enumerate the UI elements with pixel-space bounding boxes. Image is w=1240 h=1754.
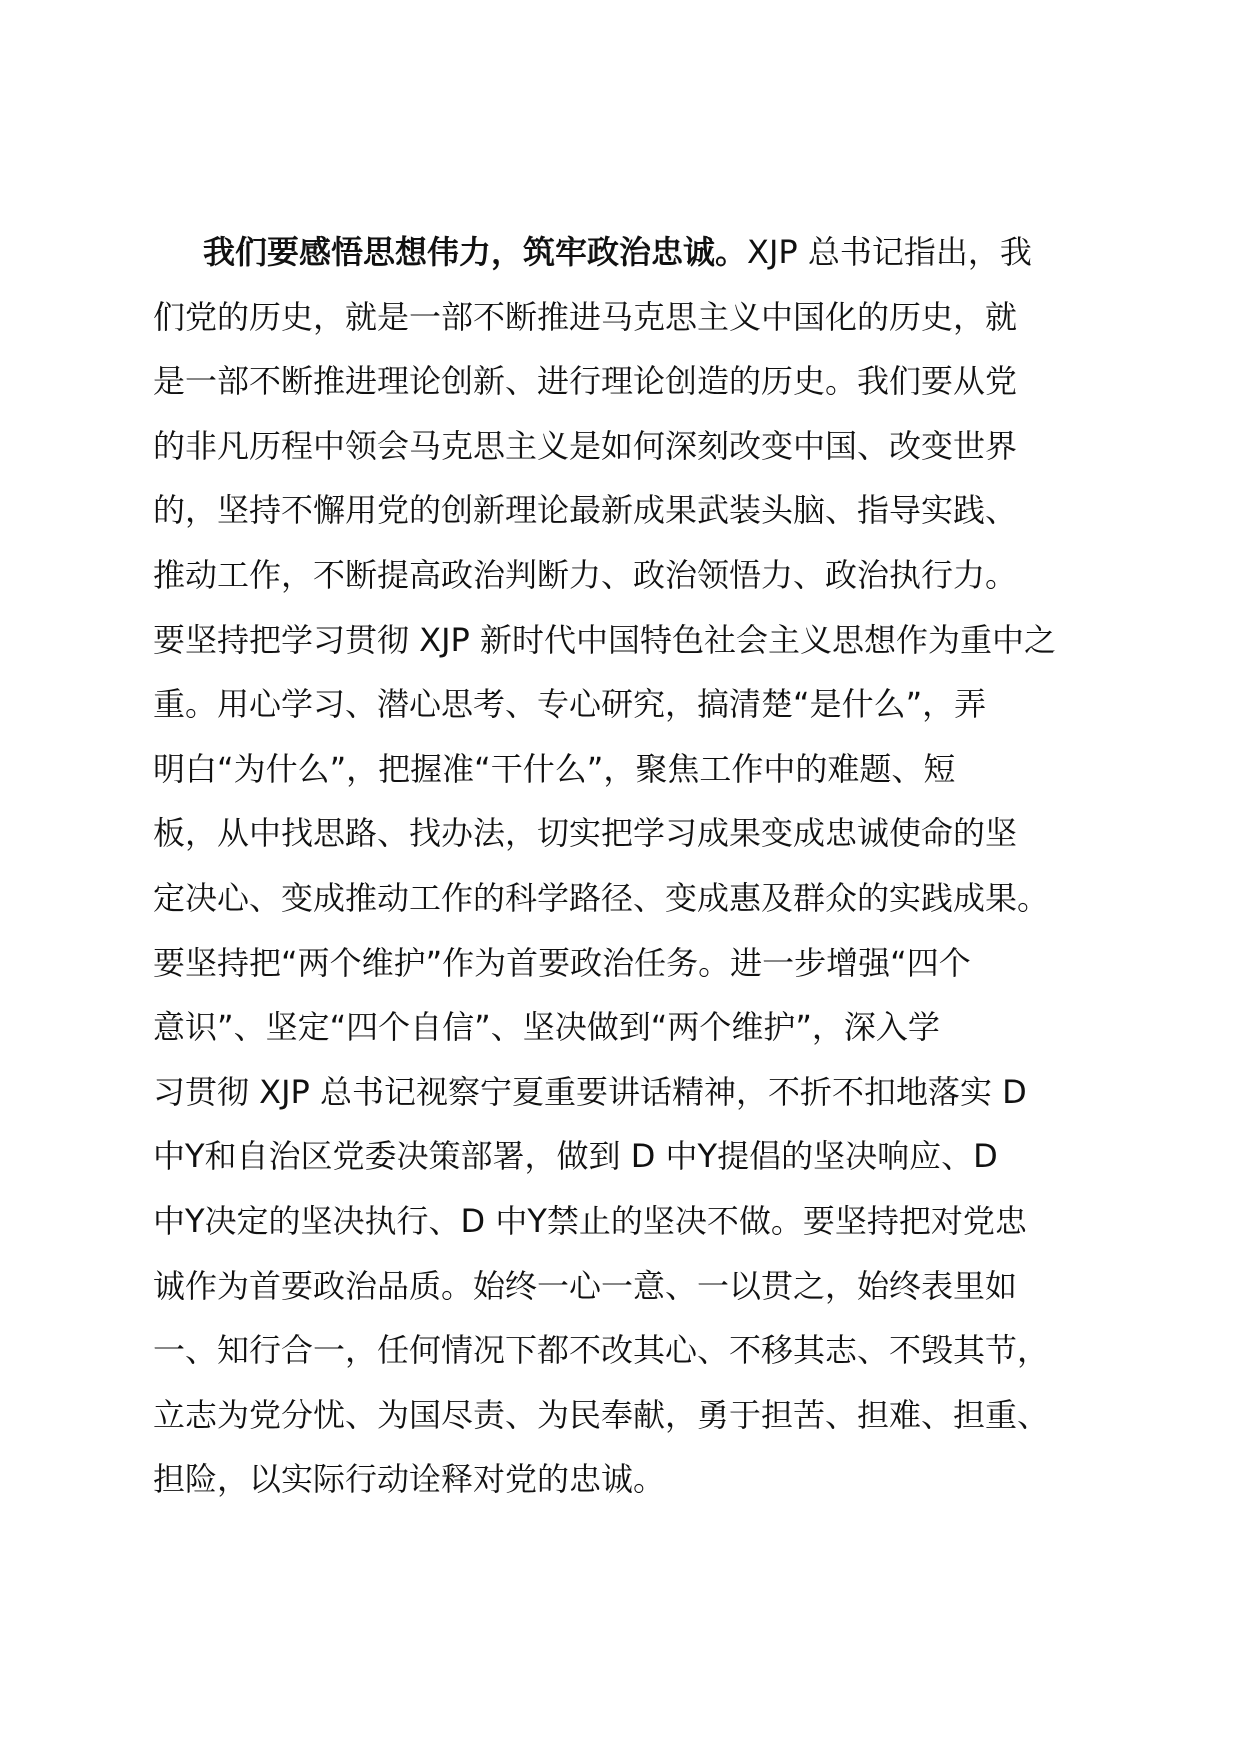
paragraph-line-2: 们党的历史，就是一部不断推进马克思主义中国化的历史，就: [153, 297, 1018, 336]
paragraph-line-15: 中Y和自治区党委决策部署，做到 D 中Y提倡的坚决响应、D: [153, 1137, 998, 1176]
body-paragraph: [153, 220, 1113, 1512]
paragraph-line-14: 习贯彻 XJP 总书记视察宁夏重要讲话精神，不折不扣地落实 D: [153, 1072, 1027, 1111]
paragraph-line-9: 明白“为什么”，把握准“干什么”，聚焦工作中的难题、短: [153, 749, 956, 788]
paragraph-line-8: 重。用心学习、潜心思考、专心研究，搞清楚“是什么”，弄: [153, 685, 987, 724]
paragraph-line-11: 定决心、变成推动工作的科学路径、变成惠及群众的实践成果。: [153, 878, 1050, 917]
paragraph-line-16: 中Y决定的坚决执行、D 中Y禁止的坚决不做。要坚持把对党忠: [153, 1201, 1027, 1240]
paragraph-line-7: 要坚持把学习贯彻 XJP 新时代中国特色社会主义思想作为重中之: [153, 620, 1057, 659]
paragraph-line-5: 的，坚持不懈用党的创新理论最新成果武装头脑、指导实践、: [153, 491, 1018, 530]
paragraph-line-6: 推动工作，不断提高政治判断力、政治领悟力、政治执行力。: [153, 555, 1018, 594]
paragraph-line-20: 担险，以实际行动诠释对党的忠诚。: [153, 1460, 666, 1499]
paragraph-line-1-text: XJP 总书记指出，我: [747, 233, 1032, 271]
paragraph-line-4: 的非凡历程中领会马克思主义是如何深刻改变中国、改变世界: [153, 426, 1018, 465]
paragraph-line-13: 意识”、坚定“四个自信”、坚决做到“两个维护”，深入学: [153, 1008, 940, 1047]
paragraph-line-19: 立志为党分忧、为国尽责、为民奉献，勇于担苦、担难、担重、: [153, 1395, 1050, 1434]
paragraph-line-1: [153, 220, 1113, 285]
paragraph-line-10: 板，从中找思路、找办法，切实把学习成果变成忠诚使命的坚: [153, 814, 1018, 853]
paragraph-line-18: 一、知行合一，任何情况下都不改其心、不移其志、不毁其节，: [153, 1331, 1050, 1370]
paragraph-heading: 我们要感悟思想伟力，筑牢政治忠诚。: [203, 233, 748, 271]
paragraph-line-12: 要坚持把“两个维护”作为首要政治任务。进一步增强“四个: [153, 943, 971, 982]
paragraph-line-17: 诚作为首要政治品质。始终一心一意、一以贯之，始终表里如: [153, 1266, 1018, 1305]
paragraph-line-3: 是一部不断推进理论创新、进行理论创造的历史。我们要从党: [153, 362, 1018, 401]
